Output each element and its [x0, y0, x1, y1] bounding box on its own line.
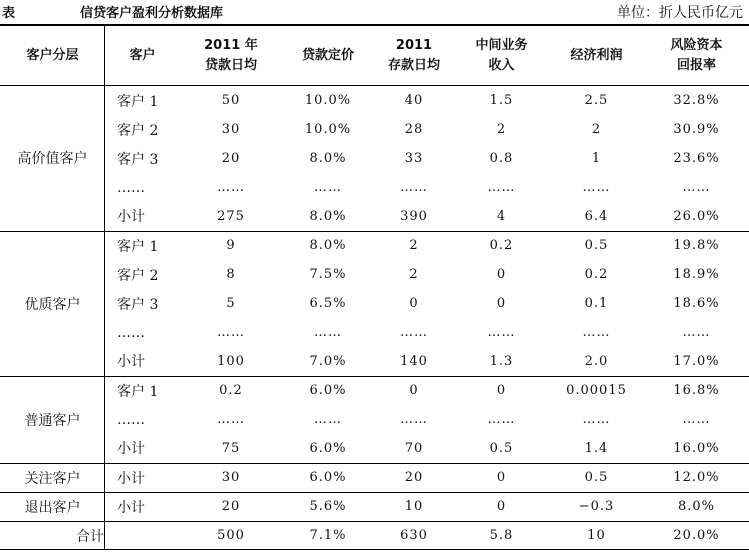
table-row: [0, 231, 749, 260]
value-cell: 5.6%: [282, 492, 374, 521]
value-cell: 0: [409, 296, 419, 311]
header-deposit: 2011 存款日均: [387, 38, 440, 73]
table-row: [0, 115, 749, 144]
customer-cell: 客户 1: [105, 231, 180, 260]
customer-cell: 客户 1: [105, 376, 180, 405]
table-row: [0, 492, 749, 521]
value-cell: 19.8%: [644, 231, 749, 260]
value-cell: 8.0%: [309, 151, 347, 166]
customer-cell: ……: [117, 324, 145, 341]
value-cell: 0.2: [180, 376, 282, 405]
header-pricing: 贷款定价: [301, 48, 354, 63]
value-cell: 390: [400, 208, 428, 224]
caption-label: 表: [2, 6, 16, 21]
table-body: [0, 86, 749, 550]
value-cell: 33: [404, 151, 424, 166]
value-cell: 7.0%: [309, 353, 347, 369]
customer-cell: 客户 3: [117, 151, 159, 168]
value-cell: 1.3: [489, 353, 514, 369]
table-header: [0, 26, 749, 86]
value-cell: 6.0%: [282, 463, 374, 492]
value-cell: 8.0%: [282, 231, 374, 260]
value-cell: ……: [582, 180, 611, 195]
value-cell: 12.0%: [644, 463, 749, 492]
value-cell: ……: [582, 325, 611, 340]
table-row: [0, 260, 749, 289]
value-cell: 50: [221, 93, 241, 108]
value-cell: 70: [404, 440, 424, 456]
value-cell: ……: [400, 325, 428, 340]
segment-cell: 高价值客户: [17, 151, 88, 168]
header-fee-income: 中间业务 收入: [475, 38, 528, 73]
total-value-cell: 500: [180, 521, 282, 550]
customer-cell: 客户 3: [117, 296, 159, 313]
customer-cell: 小计: [117, 441, 145, 458]
table-row: [0, 289, 749, 318]
value-cell: 10.0%: [304, 93, 352, 108]
total-value-cell: 630: [374, 521, 454, 550]
value-cell: 0.1: [584, 296, 609, 311]
value-cell: ……: [682, 325, 711, 340]
value-cell: 6.0%: [309, 440, 347, 456]
value-cell: 26.0%: [673, 208, 720, 224]
value-cell: 140: [400, 353, 428, 369]
customer-cell: 小计: [105, 492, 180, 521]
table-row: [0, 86, 749, 115]
value-cell: 5: [226, 296, 236, 311]
table-row: [0, 463, 749, 492]
table-caption: [0, 0, 749, 22]
value-cell: 20: [221, 151, 241, 166]
value-cell: ……: [217, 180, 245, 195]
value-cell: 30: [180, 463, 282, 492]
profitability-table: [0, 26, 749, 550]
customer-cell: 客户 1: [117, 93, 159, 110]
value-cell: 0.5: [549, 231, 644, 260]
value-cell: 2: [374, 231, 454, 260]
customer-cell: 小计: [105, 463, 180, 492]
value-cell: 275: [217, 208, 245, 224]
table-row: [0, 318, 749, 347]
value-cell: ……: [582, 412, 611, 427]
value-cell: ……: [487, 180, 516, 195]
unit-note: 单位：折人民币亿元: [617, 5, 743, 21]
value-cell: 2.5: [584, 93, 609, 108]
value-cell: 0.2: [584, 267, 609, 282]
value-cell: ……: [217, 412, 245, 427]
customer-cell: ……: [117, 411, 145, 428]
customer-cell: 客户 2: [117, 122, 159, 139]
value-cell: 0.5: [489, 440, 514, 456]
value-cell: 2.0: [584, 353, 609, 369]
value-cell: ……: [682, 412, 711, 427]
segment-cell: 退出客户: [0, 492, 105, 521]
value-cell: 6.0%: [282, 376, 374, 405]
customer-cell: 小计: [117, 354, 145, 371]
value-cell: 0: [454, 492, 549, 521]
value-cell: 6.5%: [309, 296, 347, 311]
value-cell: 1: [591, 151, 602, 166]
table-title: 信贷客户盈利分析数据库: [80, 6, 224, 21]
value-cell: 100: [217, 353, 245, 369]
table-row: [0, 202, 749, 231]
value-cell: ……: [400, 180, 428, 195]
table-row: [0, 347, 749, 376]
customer-cell: ……: [117, 179, 145, 196]
value-cell: 18.9%: [673, 267, 720, 282]
value-cell: 0: [496, 267, 507, 282]
value-cell: 20: [374, 463, 454, 492]
customer-cell: 小计: [117, 209, 145, 226]
value-cell: 2: [409, 267, 419, 282]
value-cell: 0.2: [454, 231, 549, 260]
value-cell: ……: [400, 412, 428, 427]
value-cell: 0.00015: [549, 376, 644, 405]
value-cell: ……: [314, 180, 342, 195]
segment-cell: 普通客户: [0, 376, 105, 463]
table-row: [0, 144, 749, 173]
value-cell: 17.0%: [673, 353, 720, 369]
value-cell: 32.8%: [673, 93, 720, 108]
value-cell: 2: [591, 122, 602, 137]
value-cell: ……: [487, 325, 516, 340]
total-label: 合计: [0, 521, 180, 550]
segment-cell: 优质客户: [0, 231, 105, 376]
total-row: [0, 521, 749, 550]
segment-cell: 关注客户: [0, 463, 105, 492]
value-cell: 1.5: [489, 93, 514, 108]
value-cell: 10.0%: [304, 122, 352, 137]
value-cell: 0.8: [489, 151, 514, 166]
header-customer: 客户: [129, 48, 156, 63]
table-row: [0, 434, 749, 463]
table-row: [0, 376, 749, 405]
value-cell: 8: [226, 267, 236, 282]
value-cell: 10: [374, 492, 454, 521]
total-value-cell: 10: [549, 521, 644, 550]
value-cell: 0: [454, 463, 549, 492]
header-segment: 客户分层: [26, 48, 79, 63]
value-cell: 8.0%: [309, 208, 347, 224]
value-cell: 30.9%: [673, 122, 720, 137]
value-cell: ……: [682, 180, 711, 195]
value-cell: 28: [404, 122, 424, 137]
value-cell: 1.4: [584, 440, 609, 456]
value-cell: 0: [374, 376, 454, 405]
value-cell: 7.5%: [309, 267, 347, 282]
value-cell: 2: [496, 122, 507, 137]
table-row: [0, 405, 749, 434]
value-cell: ……: [314, 412, 342, 427]
value-cell: 23.6%: [673, 151, 720, 166]
header-raroc: 风险资本 回报率: [670, 38, 723, 73]
value-cell: 40: [404, 93, 424, 108]
total-value-cell: 5.8: [454, 521, 549, 550]
value-cell: 16.0%: [673, 440, 720, 456]
customer-cell: 客户 2: [117, 267, 159, 284]
table-row: [0, 173, 749, 202]
total-value-cell: 20.0%: [644, 521, 749, 550]
value-cell: ……: [314, 325, 342, 340]
value-cell: 30: [221, 122, 241, 137]
value-cell: 0: [496, 296, 507, 311]
value-cell: 18.6%: [673, 296, 720, 311]
value-cell: 4: [496, 208, 507, 224]
value-cell: 0.5: [549, 463, 644, 492]
value-cell: 16.8%: [644, 376, 749, 405]
value-cell: ……: [487, 412, 516, 427]
header-economic-profit: 经济利润: [570, 48, 623, 63]
value-cell: 6.4: [584, 208, 609, 224]
value-cell: 8.0%: [644, 492, 749, 521]
value-cell: −0.3: [549, 492, 644, 521]
value-cell: 20: [180, 492, 282, 521]
total-value-cell: 7.1%: [282, 521, 374, 550]
value-cell: 75: [221, 440, 241, 456]
value-cell: ……: [217, 325, 245, 340]
value-cell: 9: [180, 231, 282, 260]
value-cell: 0: [454, 376, 549, 405]
header-loan: 2011 年 贷款日均: [204, 38, 258, 73]
